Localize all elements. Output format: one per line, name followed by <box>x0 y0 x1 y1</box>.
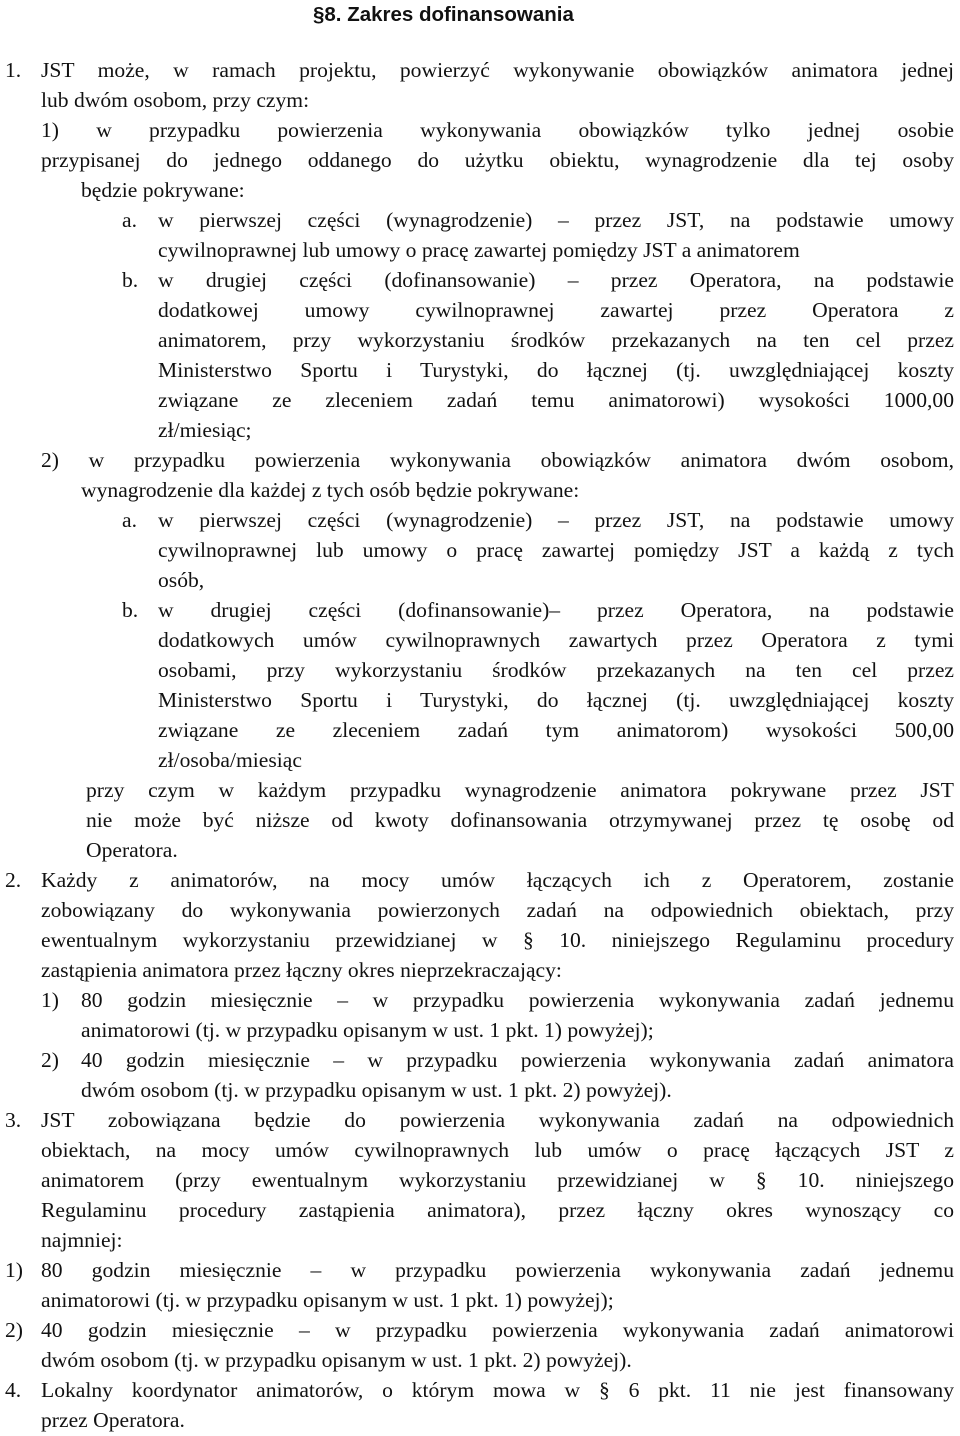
paragraph-2-item-1-line-2: animatorowi (tj. w przypadku opisanym w ust. 1 pkt. 1) powyżej); <box>81 1018 654 1042</box>
item-2b-line-2: dodatkowych umów cywilnoprawnych zawartych przez Operatora z tymi <box>158 628 954 652</box>
paragraph-3-item-2-marker: 2) <box>5 1318 23 1342</box>
item-1a-line-2: cywilnoprawnej lub umowy o pracę zawartej pomiędzy JST a animatorem <box>158 238 800 262</box>
item-2b-line-3: osobami, przy wykorzystaniu środków przekazanych na ten cel przez <box>158 658 954 682</box>
item-1-line-2: przypisanej do jednego oddanego do użytku obiektu, wynagrodzenie dla tej osoby <box>41 148 954 172</box>
paragraph-1-line-2: lub dwóm osobom, przy czym: <box>41 88 310 112</box>
item-1b-marker: b. <box>122 268 139 292</box>
paragraph-3-line-4: Regulaminu procedury zastąpienia animatora), przez łączny okres wynoszący co <box>41 1198 954 1222</box>
paragraph-3-item-2-line-1: 40 godzin miesięcznie – w przypadku powierzenia wykonywania zadań animatorowi <box>41 1318 954 1342</box>
paragraph-1-line-1: JST może, w ramach projektu, powierzyć wykonywanie obowiązków animatora jednej <box>41 58 954 82</box>
paragraph-3-item-1-line-2: animatorowi (tj. w przypadku opisanym w ust. 1 pkt. 1) powyżej); <box>41 1288 614 1312</box>
paragraph-1-number: 1. <box>5 58 22 82</box>
item-1-line-1: 1) w przypadku powierzenia wykonywania obowiązków tylko jednej osobie <box>41 118 954 142</box>
item-1a-marker: a. <box>122 208 137 232</box>
item-1-line-3: będzie pokrywane: <box>81 178 245 202</box>
item-1b-line-6: zł/miesiąc; <box>158 418 252 442</box>
paragraph-3-line-3: animatorem (przy ewentualnym wykorzystaniu przewidzianej w § 10. niniejszego <box>41 1168 954 1192</box>
paragraph-3-line-5: najmniej: <box>41 1228 123 1252</box>
item-2b-line-4: Ministerstwo Sportu i Turystyki, do łącznej (tj. uwzględniającej koszty <box>158 688 954 712</box>
item-2-line-1: 2) w przypadku powierzenia wykonywania obowiązków animatora dwóm osobom, <box>41 448 954 472</box>
item-2-line-2: wynagrodzenie dla każdej z tych osób będzie pokrywane: <box>81 478 580 502</box>
item-1a-line-1: w pierwszej części (wynagrodzenie) – przez JST, na podstawie umowy <box>158 208 954 232</box>
item-1b-line-4: Ministerstwo Sportu i Turystyki, do łącznej (tj. uwzględniającej koszty <box>158 358 954 382</box>
item-2b-marker: b. <box>122 598 139 622</box>
paragraph-2-item-2-marker: 2) <box>41 1048 59 1072</box>
paragraph-2-line-3: ewentualnym wykorzystaniu przewidzianej w § 10. niniejszego Regulaminu procedury <box>41 928 954 952</box>
item-1b-line-5: związane ze zleceniem zadań temu animatorowi) wysokości 1000,00 <box>158 388 954 412</box>
item-1b-line-3: animatorem, przy wykorzystaniu środków przekazanych na ten cel przez <box>158 328 954 352</box>
paragraph-2-item-1-marker: 1) <box>41 988 59 1012</box>
item-1b-line-1: w drugiej części (dofinansowanie) – przez Operatora, na podstawie <box>158 268 954 292</box>
item-2b-line-5: związane ze zleceniem zadań tym animatorom) wysokości 500,00 <box>158 718 954 742</box>
section-heading: §8. Zakres dofinansowania <box>313 3 574 26</box>
paragraph-3-number: 3. <box>5 1108 22 1132</box>
paragraph-2-item-2-line-1: 40 godzin miesięcznie – w przypadku powierzenia wykonywania zadań animatora <box>81 1048 954 1072</box>
item-2-tail-line-2: nie może być niższe od kwoty dofinansowania otrzymywanej przez tę osobę od <box>86 808 954 832</box>
item-2a-marker: a. <box>122 508 137 532</box>
paragraph-4-number: 4. <box>5 1378 22 1402</box>
item-2a-line-3: osób, <box>158 568 205 592</box>
paragraph-2-item-2-line-2: dwóm osobom (tj. w przypadku opisanym w ust. 1 pkt. 2) powyżej). <box>81 1078 672 1102</box>
paragraph-3-item-1-line-1: 80 godzin miesięcznie – w przypadku powierzenia wykonywania zadań jednemu <box>41 1258 954 1282</box>
item-2b-line-6: zł/osoba/miesiąc <box>158 748 302 772</box>
item-2b-line-1: w drugiej części (dofinansowanie)– przez Operatora, na podstawie <box>158 598 954 622</box>
paragraph-3-line-2: obiektach, na mocy umów cywilnoprawnych lub umów o pracę łączących JST z <box>41 1138 954 1162</box>
paragraph-3-item-1-marker: 1) <box>5 1258 23 1282</box>
paragraph-4-line-1: Lokalny koordynator animatorów, o którym mowa w § 6 pkt. 11 nie jest finansowany <box>41 1378 954 1402</box>
paragraph-3-item-2-line-2: dwóm osobom (tj. w przypadku opisanym w ust. 1 pkt. 2) powyżej). <box>41 1348 632 1372</box>
item-2-tail-line-3: Operatora. <box>86 838 178 862</box>
item-2a-line-1: w pierwszej części (wynagrodzenie) – przez JST, na podstawie umowy <box>158 508 954 532</box>
paragraph-3-line-1: JST zobowiązana będzie do powierzenia wykonywania zadań na odpowiednich <box>41 1108 954 1132</box>
paragraph-2-line-1: Każdy z animatorów, na mocy umów łączących ich z Operatorem, zostanie <box>41 868 954 892</box>
paragraph-4-line-2: przez Operatora. <box>41 1408 185 1432</box>
paragraph-2-item-1-line-1: 80 godzin miesięcznie – w przypadku powierzenia wykonywania zadań jednemu <box>81 988 954 1012</box>
item-2-tail-line-1: przy czym w każdym przypadku wynagrodzenie animatora pokrywane przez JST <box>86 778 954 802</box>
item-2a-line-2: cywilnoprawnej lub umowy o pracę zawartej pomiędzy JST a każdą z tych <box>158 538 954 562</box>
item-1b-line-2: dodatkowej umowy cywilnoprawnej zawartej przez Operatora z <box>158 298 954 322</box>
paragraph-2-number: 2. <box>5 868 22 892</box>
paragraph-2-line-2: zobowiązany do wykonywania powierzonych zadań na odpowiednich obiektach, przy <box>41 898 954 922</box>
paragraph-2-line-4: zastąpienia animatora przez łączny okres nieprzekraczający: <box>41 958 562 982</box>
